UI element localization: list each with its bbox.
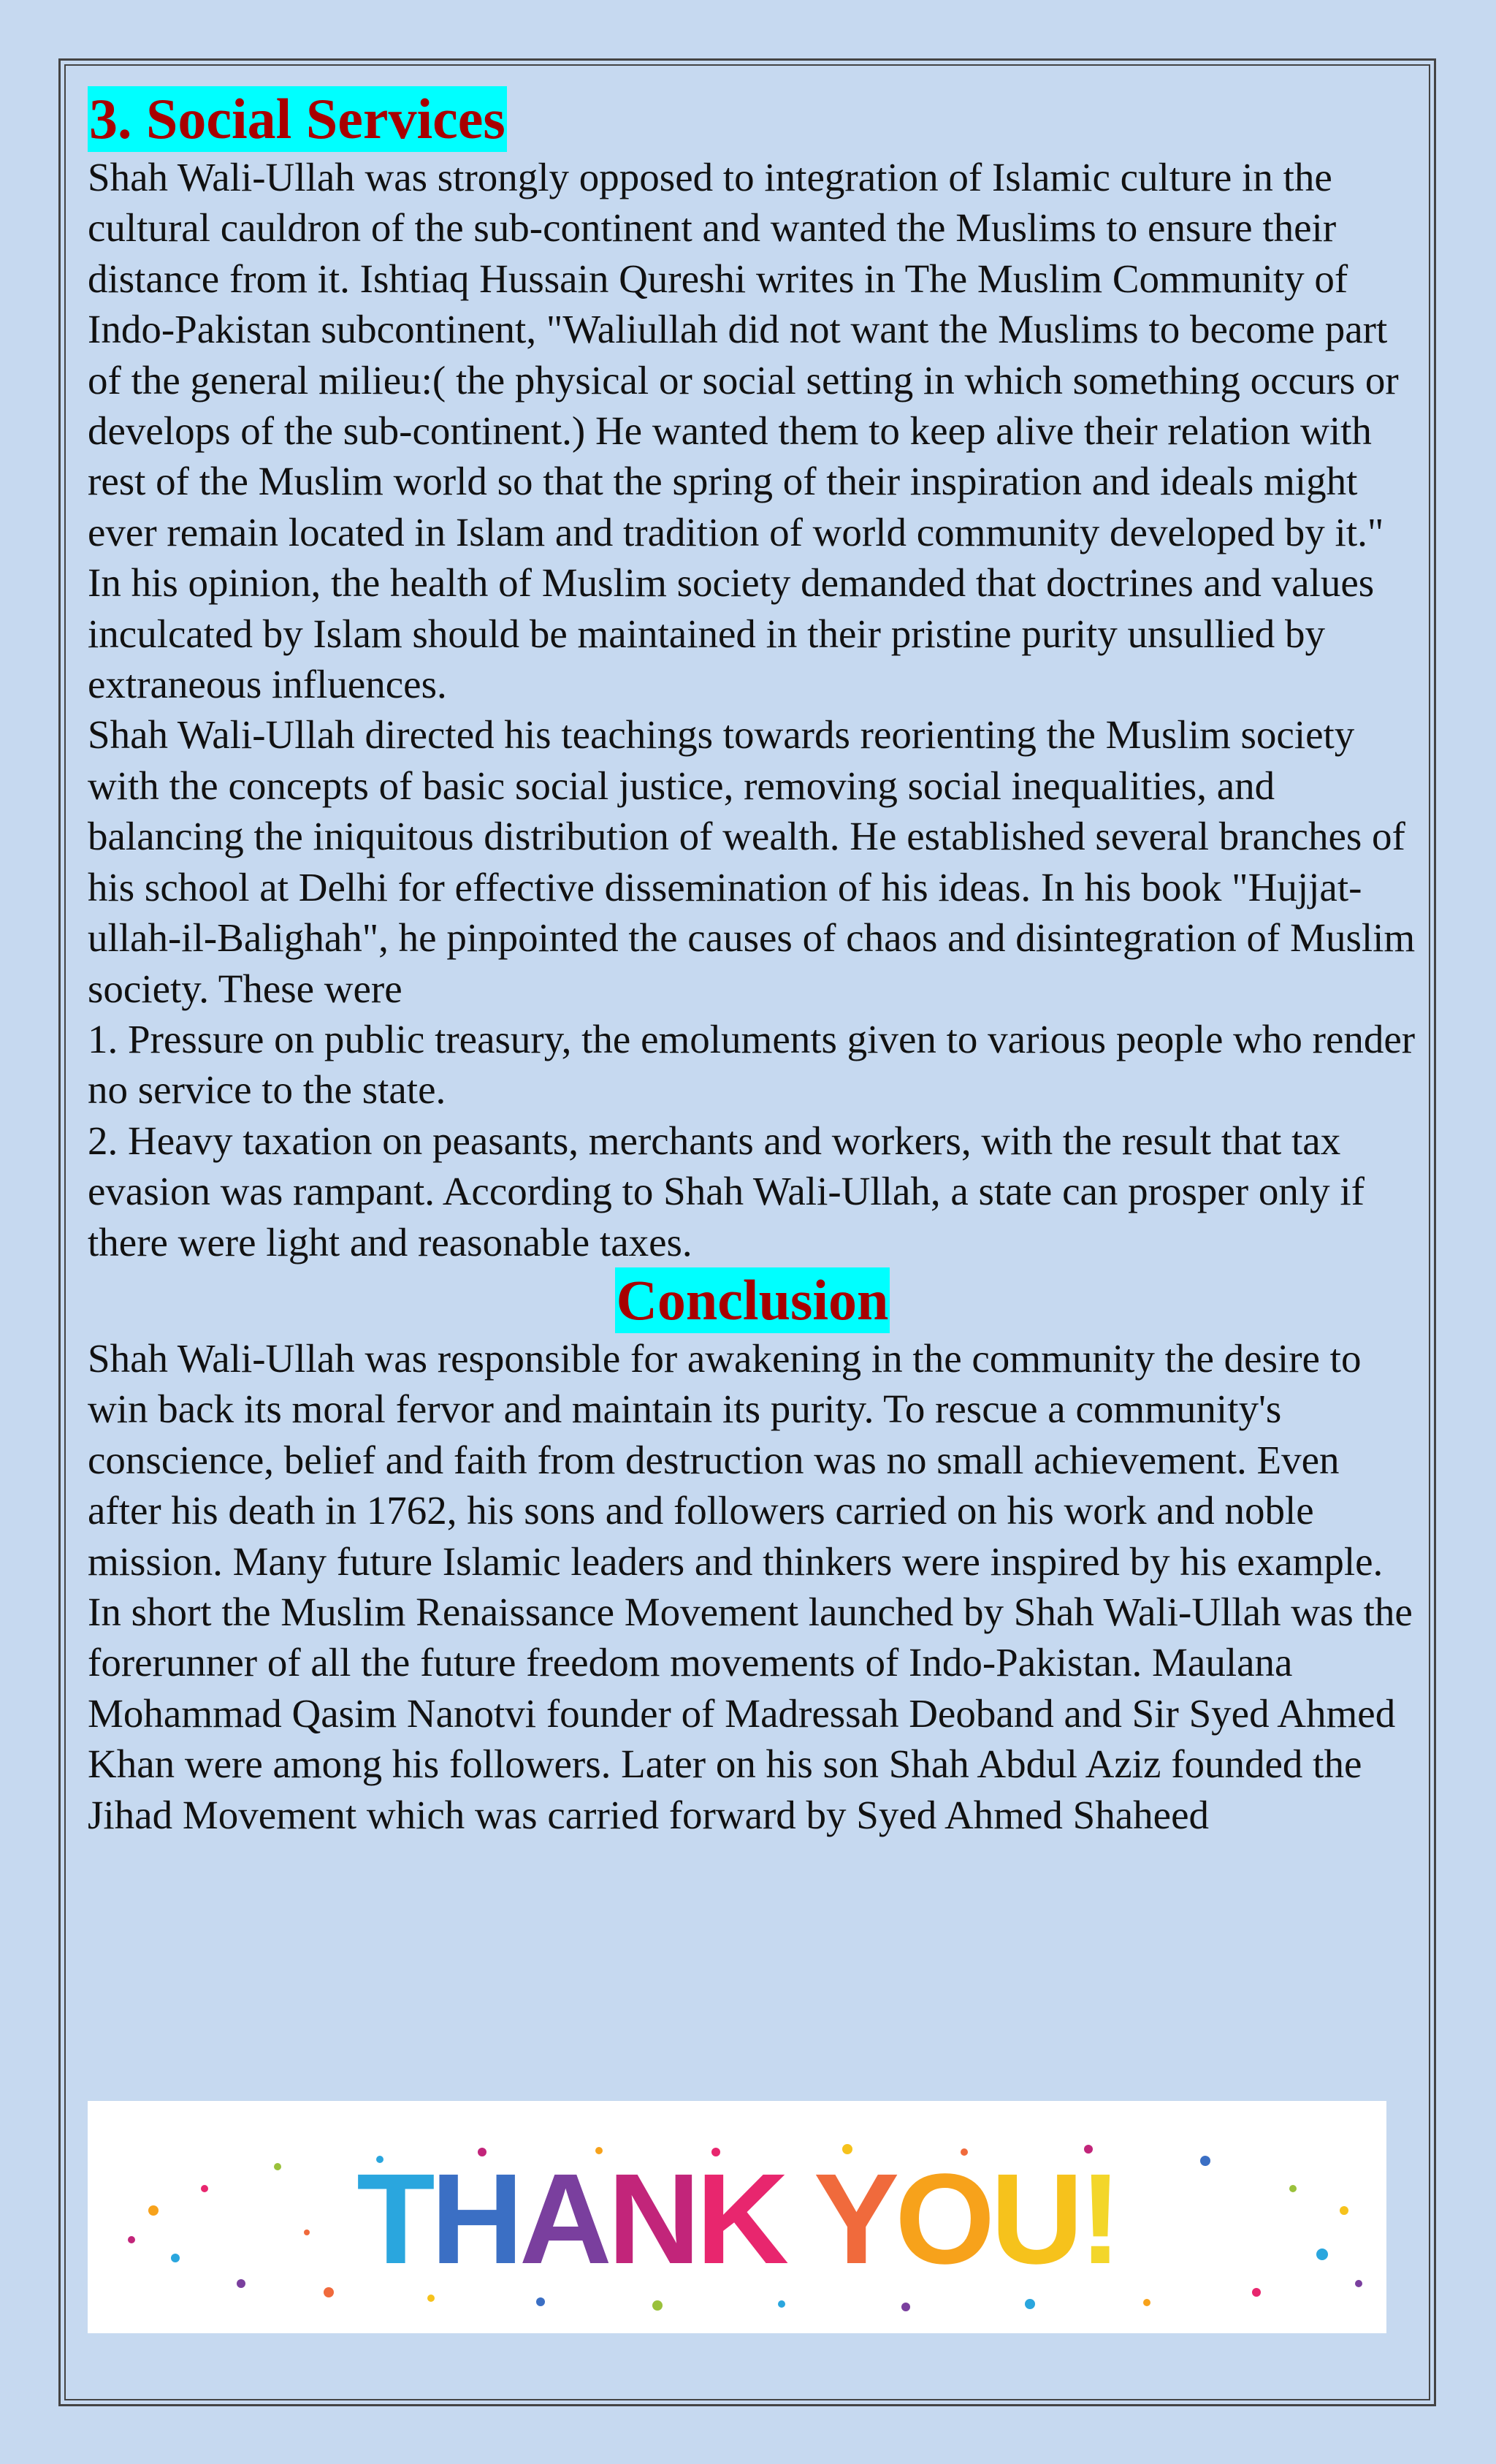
confetti-dot <box>1025 2299 1035 2309</box>
conclusion-heading: Conclusion <box>616 1267 889 1332</box>
confetti-dot <box>1340 2206 1348 2215</box>
thank-you-image <box>88 2101 1386 2333</box>
section-heading-wrap <box>88 86 1417 152</box>
confetti-dot <box>652 2300 663 2311</box>
confetti-dot <box>901 2303 910 2311</box>
section-heading: 3. Social Services <box>89 87 505 150</box>
thank-you-letter: O <box>895 2148 991 2291</box>
confetti-dot <box>427 2295 435 2302</box>
section-list-item-2: 2. Heavy taxation on peasants, merchants and workers, with the result that tax evasion was rampant. According to Shah Wali-Ullah, a state can prosper only if there were light and reasonable taxes. <box>88 1118 1365 1265</box>
confetti-dot <box>1355 2280 1362 2287</box>
thank-you-letter: Y <box>813 2148 896 2291</box>
confetti-dot <box>274 2163 281 2170</box>
confetti-dot <box>171 2254 180 2262</box>
conclusion-heading-wrap <box>88 1267 1417 1333</box>
confetti-dot <box>128 2236 135 2243</box>
confetti-dot <box>778 2300 785 2308</box>
thank-you-letter: H <box>430 2148 519 2291</box>
confetti-dot <box>304 2230 310 2235</box>
thank-you-letter: A <box>519 2148 608 2291</box>
confetti-dot <box>1200 2156 1210 2166</box>
confetti-dot <box>536 2297 545 2306</box>
confetti-dot <box>324 2287 334 2297</box>
conclusion-paragraph-1: Shah Wali-Ullah was responsible for awakening in the community the desire to win back its moral fervor and maintain its purity. To rescue a community's conscience, belief and faith from destruction was no small achievement. Even after his death in 1762, his sons and followers carried on his work and noble mission. Many future Islamic leaders and thinkers were inspired by his example. <box>88 1335 1384 1584</box>
thank-you-letter: ! <box>1079 2148 1118 2291</box>
section-paragraph-2: Shah Wali-Ullah directed his teachings towards reorienting the Muslim society with the concepts of basic social justice, removing social inequalities, and balancing the iniquitous distribution of wealth. He established several branches of his school at Delhi for effective dissemination of his ideas. In his book "Hujjat-ullah-il-Balighah", he pinpointed the causes of chaos and disintegration of Muslim society. These were <box>88 712 1416 1011</box>
confetti-dot <box>148 2205 159 2216</box>
thank-you-letter: T <box>356 2148 431 2291</box>
confetti-dot <box>201 2185 208 2192</box>
section-list-item-1: 1. Pressure on public treasury, the emoluments given to various people who render no service to the state. <box>88 1016 1416 1113</box>
confetti-dot <box>1289 2185 1297 2192</box>
thank-you-graphic <box>88 2101 1386 2333</box>
thank-you-letter: U <box>991 2148 1080 2291</box>
confetti-dot <box>237 2279 245 2288</box>
document-content <box>88 86 1417 1840</box>
conclusion-paragraph-2: In short the Muslim Renaissance Movement launched by Shah Wali-Ullah was the forerunner of all the future freedom movements of Indo-Pakistan. Maulana Mohammad Qasim Nanotvi founder of Madressah Deoband and Sir Syed Ahmed Khan were among his followers. Later on his son Shah Abdul Aziz founded the Jihad Movement which was carried forward by Syed Ahmed Shaheed <box>88 1589 1413 1837</box>
thank-you-letter: N <box>607 2148 696 2291</box>
thank-you-letter <box>785 2148 814 2291</box>
confetti-dot <box>1143 2299 1150 2306</box>
confetti-dot <box>1316 2249 1328 2260</box>
thank-you-letter: K <box>696 2148 785 2291</box>
section-paragraph-1: Shah Wali-Ullah was strongly opposed to integration of Islamic culture in the cultural cauldron of the sub-continent and wanted the Muslims to ensure their distance from it. Ishtiaq Hussain Qureshi writes in The Muslim Community of Indo-Pakistan subcontinent, "Waliullah did not want the Muslims to become part of the general milieu:( the physical or social setting in which something occurs or develops of the sub-continent.) He wanted them to keep alive their relation with rest of the Muslim world so that the spring of their inspiration and ideals might ever remain located in Islam and tradition of world community developed by it." In his opinion, the health of Muslim society demanded that doctrines and values inculcated by Islam should be maintained in their pristine purity unsullied by extraneous influences. <box>88 155 1399 707</box>
thank-you-text <box>356 2148 1118 2291</box>
confetti-dot <box>1252 2288 1261 2297</box>
